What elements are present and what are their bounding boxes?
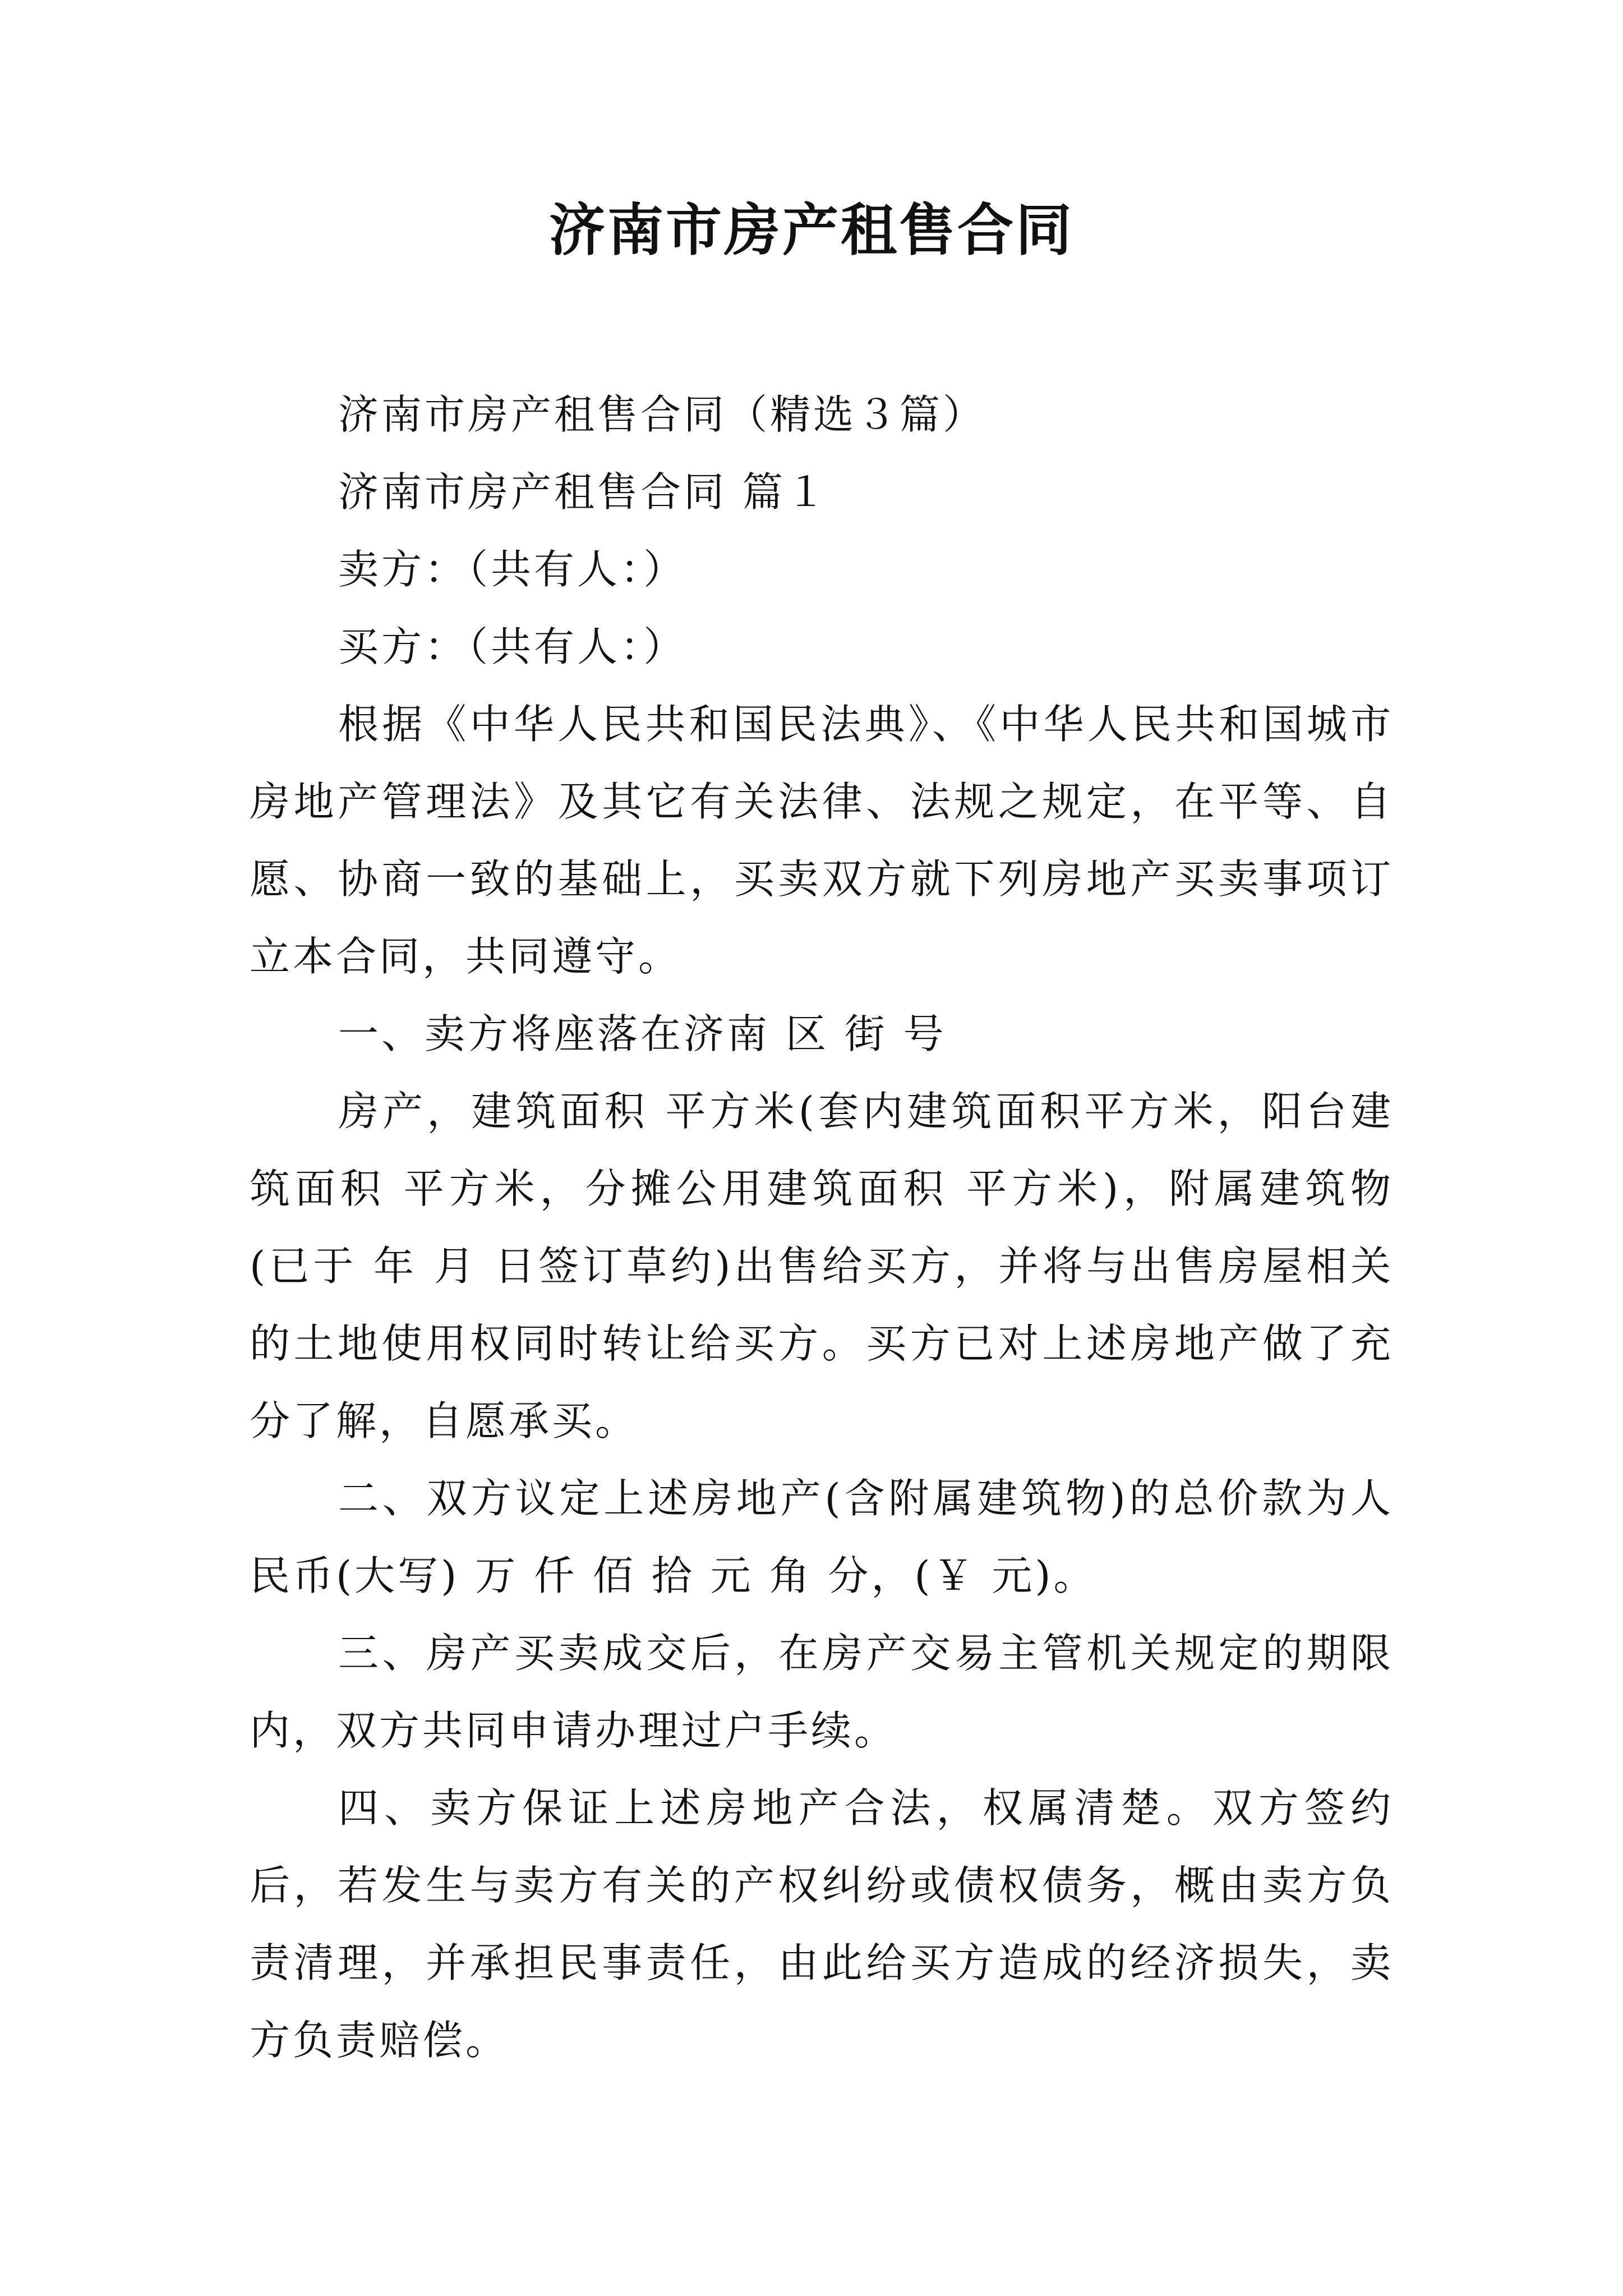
paragraph-buyer: 买方：（共有人：）: [338, 623, 687, 670]
paragraph-seller: 卖方：（共有人：）: [338, 546, 687, 593]
paragraph-clause-1: 一、卖方将座落在济南 区 街 号: [338, 1010, 947, 1057]
paragraph-clause-2: 二、双方议定上述房地产(含附属建筑物)的总价款为人民币(大写) 万 仟 佰 拾 元 角 分，(￥ 元)。: [250, 1475, 1394, 1599]
document-title: 济南市房产租售合同: [549, 197, 1074, 263]
document-body: [250, 376, 1394, 2079]
paragraph-clause-4: 四、卖方保证上述房地产合法，权属清楚。双方签约后，若发生与卖方有关的产权纠纷或债权债务，概由卖方负责清理，并承担民事责任，由此给买方造成的经济损失，卖方负责赔偿。: [250, 1784, 1394, 2064]
paragraph-legal-basis: 根据《中华人民共和国民法典》、《中华人民共和国城市房地产管理法》及其它有关法律、法规之规定，在平等、自愿、协商一致的基础上，买卖双方就下列房地产买卖事项订立本合同，共同遵守。: [250, 701, 1394, 980]
paragraph-property-details: 房产，建筑面积 平方米(套内建筑面积平方米，阳台建筑面积 平方米，分摊公用建筑面积 平方米)，附属建筑物(已于 年 月 日签订草约)出售给买方，并将与出售房屋相关的土地使用权同时转让给买方。买方已对上述房地产做了充分了解，自愿承买。: [250, 1088, 1394, 1444]
paragraph-collection-title: 济南市房产租售合同（精选３篇）: [338, 391, 986, 438]
paragraph-clause-3: 三、房产买卖成交后，在房产交易主管机关规定的期限内，双方共同申请办理过户手续。: [250, 1630, 1394, 1754]
paragraph-part-heading: 济南市房产租售合同 篇１: [338, 468, 829, 516]
